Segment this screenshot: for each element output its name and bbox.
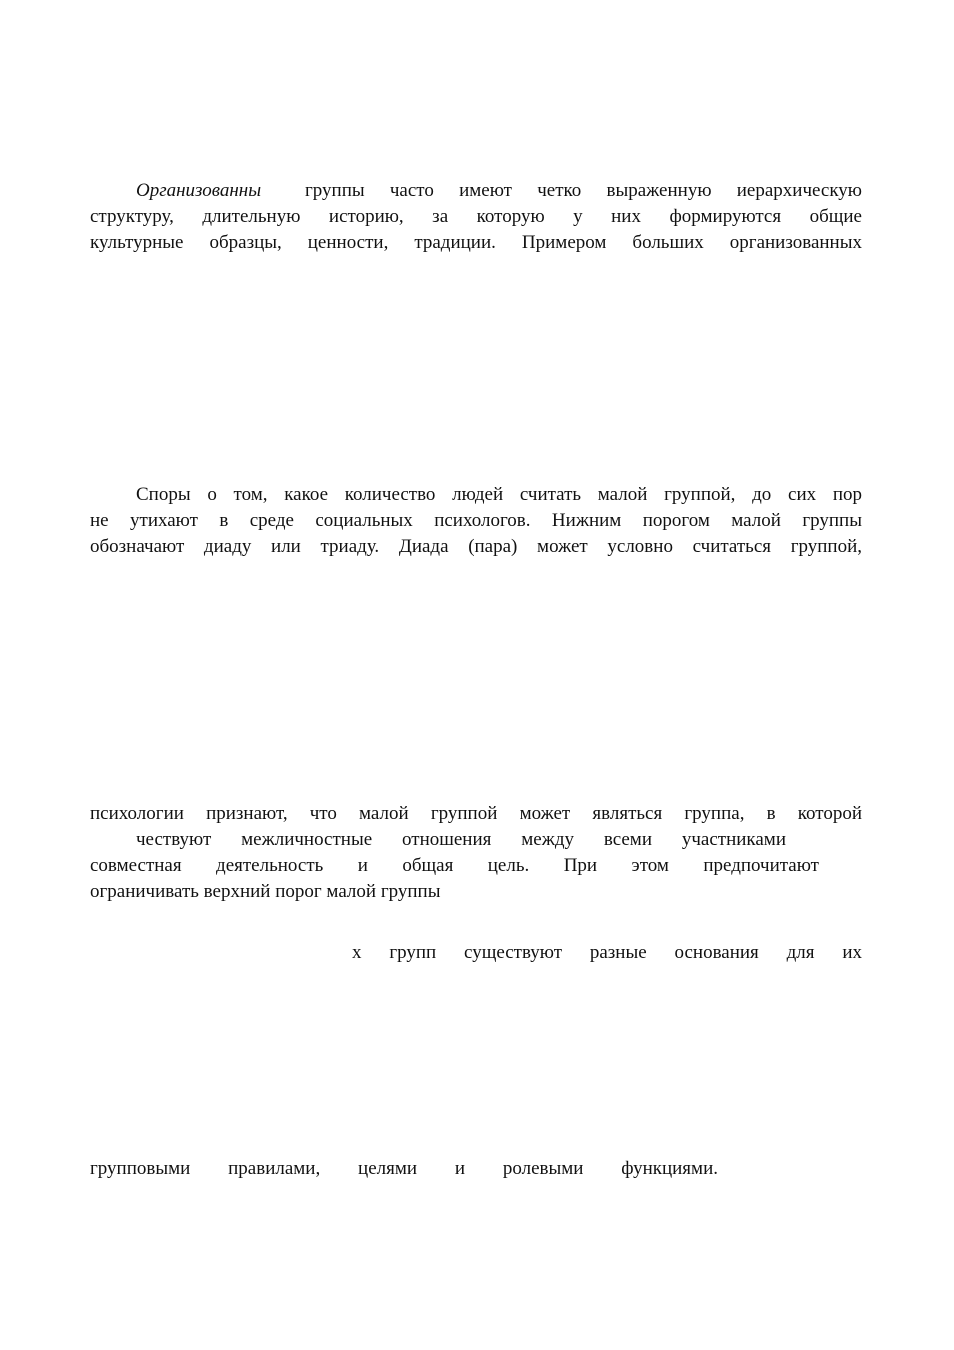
paragraph-1-line-2: структуру, длительную историю, за которую у них формируются общие: [90, 206, 862, 227]
paragraph-3-line-2: чествуют межличностные отношения между всеми участниками: [136, 829, 786, 850]
paragraph-5-line-1: групповыми правилами, целями и ролевыми функциями.: [90, 1158, 718, 1179]
paragraph-2-line-2: не утихают в среде социальных психологов. Нижним порогом малой группы: [90, 510, 862, 531]
paragraph-3-line-3: совместная деятельность и общая цель. При этом предпочитают: [90, 855, 819, 876]
paragraph-4-line-1: х групп существуют разные основания для их: [352, 942, 862, 963]
paragraph-2-line-1: Споры о том, какое количество людей считать малой группой, до сих пор: [136, 484, 862, 505]
paragraph-1-line-1-rest: группы часто имеют четко выраженную иерархическую: [305, 180, 862, 201]
paragraph-3-line-1: психологии признают, что малой группой может являться группа, в которой: [90, 803, 862, 824]
paragraph-3-line-4: ограничивать верхний порог малой группы: [90, 881, 441, 902]
paragraph-1-line-3: культурные образцы, ценности, традиции. Примером больших организованных: [90, 232, 862, 253]
paragraph-2-line-3: обозначают диаду или триаду. Диада (пара) может условно считаться группой,: [90, 536, 862, 557]
italic-term: Организованны: [136, 180, 262, 201]
